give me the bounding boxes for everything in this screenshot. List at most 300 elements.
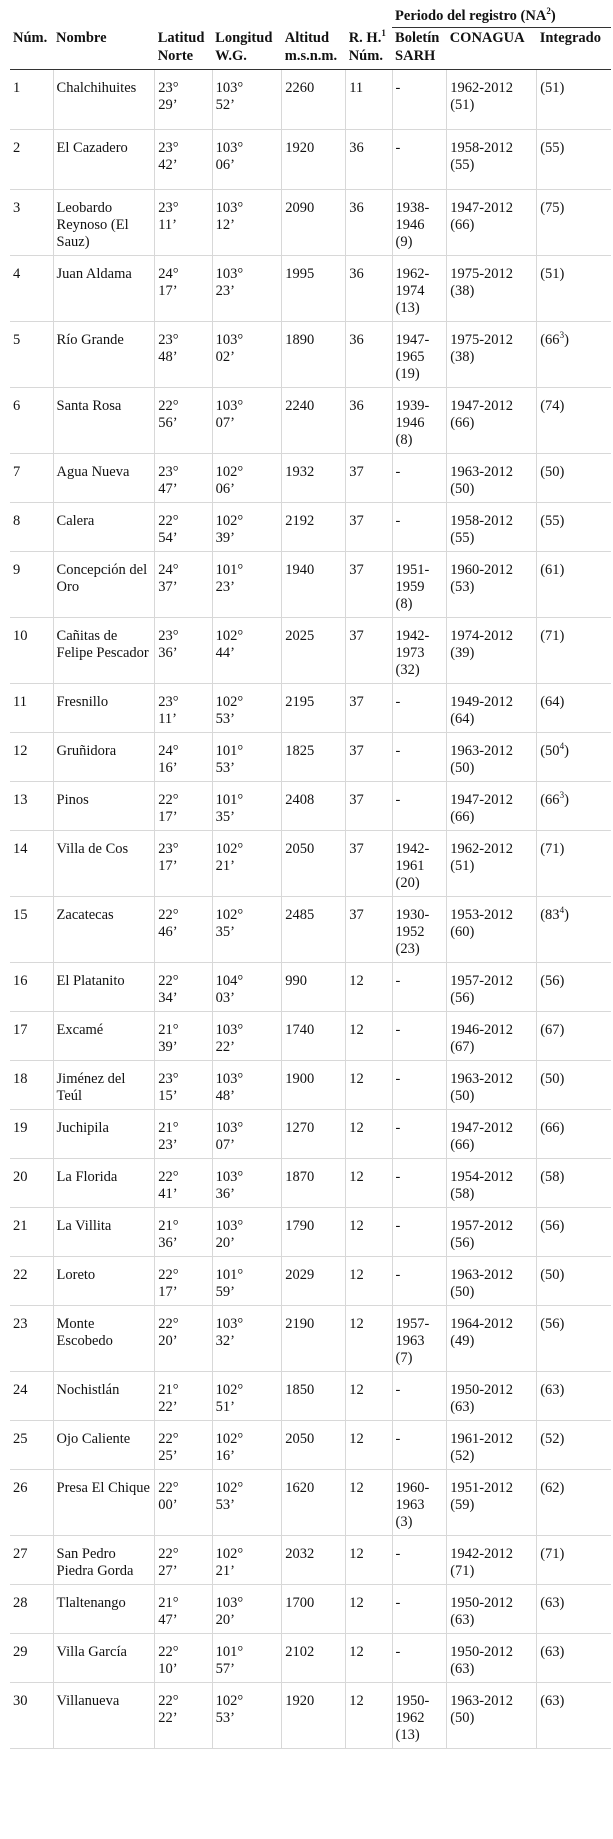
cell-conagua xyxy=(447,1372,537,1421)
cell-rh: 12 xyxy=(346,1421,392,1470)
cell-integrado-value: (71) xyxy=(540,1546,565,1562)
cell-longitud xyxy=(212,1208,282,1257)
cell-num: 28 xyxy=(10,1585,53,1634)
cell-latitud xyxy=(155,454,212,503)
header-rh-sub: Núm. xyxy=(346,47,392,70)
cell-latitud-line: 22’ xyxy=(158,1399,178,1415)
cell-latitud xyxy=(155,831,212,897)
cell-boletin-line: - xyxy=(395,1382,401,1398)
cell-longitud-line: 103° xyxy=(215,1022,244,1038)
cell-conagua-line: 1950-2012 xyxy=(450,1595,514,1611)
cell-integrado-value: (56) xyxy=(540,1316,565,1332)
cell-longitud xyxy=(212,1470,282,1536)
table-row xyxy=(10,1159,611,1208)
cell-conagua-line: 1950-2012 xyxy=(450,1382,514,1398)
cell-nombre: Fresnillo xyxy=(53,684,155,733)
cell-conagua xyxy=(447,1306,537,1372)
cell-latitud xyxy=(155,552,212,618)
cell-integrado xyxy=(537,388,611,454)
cell-integrado xyxy=(537,618,611,684)
cell-nombre: Villa de Cos xyxy=(53,831,155,897)
cell-integrado: $(50^4)$ xyxy=(537,733,611,782)
cell-num: 1 xyxy=(10,70,53,130)
cell-conagua-line: (59) xyxy=(450,1497,475,1513)
cell-conagua-line: 1975-2012 xyxy=(450,266,514,282)
cell-integrado xyxy=(537,963,611,1012)
cell-latitud-line: 23° xyxy=(158,80,179,96)
cell-latitud-line: 22° xyxy=(158,1431,179,1447)
cell-conagua-line: 1947-2012 xyxy=(450,398,514,414)
cell-integrado xyxy=(537,684,611,733)
cell-conagua-line: (49) xyxy=(450,1333,475,1349)
cell-boletin xyxy=(392,70,447,130)
table-row xyxy=(10,963,611,1012)
cell-boletin-line: 1947- xyxy=(395,332,430,348)
cell-latitud xyxy=(155,1536,212,1585)
table-body xyxy=(10,70,611,1749)
cell-longitud-line: 44’ xyxy=(215,645,235,661)
table-row xyxy=(10,454,611,503)
cell-conagua xyxy=(447,503,537,552)
cell-rh: 12 xyxy=(346,1470,392,1536)
cell-integrado-value: (50) xyxy=(540,1267,565,1283)
cell-latitud-line: 15’ xyxy=(158,1088,178,1104)
cell-boletin xyxy=(392,1061,447,1110)
cell-boletin-line: (7) xyxy=(395,1350,413,1366)
cell-integrado-value: (50) xyxy=(540,464,565,480)
header-rh: R. H.$^1$ xyxy=(348,27,386,46)
cell-conagua-line: 1975-2012 xyxy=(450,332,514,348)
cell-integrado-value: (62) xyxy=(540,1480,565,1496)
cell-longitud-line: 103° xyxy=(215,140,244,156)
cell-longitud-line: 20’ xyxy=(215,1235,235,1251)
cell-latitud-line: 24° xyxy=(158,266,179,282)
cell-conagua-line: (50) xyxy=(450,1710,475,1726)
cell-boletin xyxy=(392,1372,447,1421)
cell-latitud-line: 17’ xyxy=(158,283,178,299)
header-latitud-sub: Norte xyxy=(155,47,212,70)
cell-num: 4 xyxy=(10,256,53,322)
cell-altitud: 1850 xyxy=(282,1372,346,1421)
cell-latitud-line: 54’ xyxy=(158,530,178,546)
cell-boletin-line: 1962- xyxy=(395,266,430,282)
cell-longitud-line: 102° xyxy=(215,1480,244,1496)
cell-integrado-value: (63) xyxy=(540,1644,565,1660)
cell-integrado-value: (66 xyxy=(540,332,560,348)
cell-integrado xyxy=(537,190,611,256)
cell-longitud-line: 53’ xyxy=(215,711,235,727)
table-row xyxy=(10,831,611,897)
cell-integrado-value: (71) xyxy=(540,841,565,857)
cell-num: 11 xyxy=(10,684,53,733)
table-header xyxy=(10,4,611,70)
cell-latitud-line: 21° xyxy=(158,1595,179,1611)
cell-latitud xyxy=(155,1585,212,1634)
cell-conagua-line: 1950-2012 xyxy=(450,1644,514,1660)
cell-num: 23 xyxy=(10,1306,53,1372)
cell-boletin-line: (23) xyxy=(395,941,420,957)
cell-boletin-line: - xyxy=(395,140,401,156)
cell-conagua-line: (50) xyxy=(450,1284,475,1300)
cell-conagua-line: 1947-2012 xyxy=(450,792,514,808)
cell-conagua-line: 1949-2012 xyxy=(450,694,514,710)
header-longitud-sub: W.G. xyxy=(212,47,282,70)
cell-boletin-line: (3) xyxy=(395,1514,413,1530)
cell-num: 3 xyxy=(10,190,53,256)
cell-longitud-line: 35’ xyxy=(215,809,235,825)
cell-longitud-line: 101° xyxy=(215,1267,244,1283)
table-row xyxy=(10,1372,611,1421)
cell-num: 10 xyxy=(10,618,53,684)
cell-num: 12 xyxy=(10,733,53,782)
cell-longitud-line: 53’ xyxy=(215,760,235,776)
cell-integrado xyxy=(537,552,611,618)
cell-altitud: 1995 xyxy=(282,256,346,322)
cell-longitud-line: 101° xyxy=(215,1644,244,1660)
cell-nombre: Río Grande xyxy=(53,322,155,388)
cell-nombre: Cañitas de Felipe Pescador xyxy=(53,618,155,684)
cell-boletin xyxy=(392,1159,447,1208)
cell-conagua-line: 1961-2012 xyxy=(450,1431,514,1447)
table-row xyxy=(10,1421,611,1470)
footnote-marker: 3 xyxy=(559,790,565,801)
cell-conagua xyxy=(447,1061,537,1110)
cell-integrado xyxy=(537,70,611,130)
cell-latitud-line: 00’ xyxy=(158,1497,178,1513)
cell-boletin-line: - xyxy=(395,1431,401,1447)
cell-conagua-line: (50) xyxy=(450,481,475,497)
cell-rh: 12 xyxy=(346,1208,392,1257)
cell-latitud-line: 17’ xyxy=(158,1284,178,1300)
cell-num: 2 xyxy=(10,130,53,190)
header-conagua: CONAGUA xyxy=(449,30,525,46)
cell-latitud xyxy=(155,503,212,552)
cell-num: 20 xyxy=(10,1159,53,1208)
cell-nombre: Leobardo Reynoso (El Sauz) xyxy=(53,190,155,256)
cell-longitud-line: 103° xyxy=(215,200,244,216)
cell-boletin-line: (8) xyxy=(395,432,413,448)
cell-longitud-line: 102° xyxy=(215,1546,244,1562)
cell-boletin-line: (13) xyxy=(395,300,420,316)
header-integrado: Integrado xyxy=(539,30,601,46)
cell-nombre: Concepción del Oro xyxy=(53,552,155,618)
cell-longitud-line: 102° xyxy=(215,513,244,529)
cell-altitud: 2102 xyxy=(282,1634,346,1683)
cell-latitud xyxy=(155,1421,212,1470)
cell-longitud-line: 21’ xyxy=(215,858,235,874)
cell-conagua-line: 1960-2012 xyxy=(450,562,514,578)
header-latitud: Latitud xyxy=(157,29,205,46)
cell-longitud xyxy=(212,70,282,130)
cell-longitud-line: 102° xyxy=(215,907,244,923)
cell-nombre: Tlaltenango xyxy=(53,1585,155,1634)
cell-longitud-line: 59’ xyxy=(215,1284,235,1300)
cell-altitud: 2408 xyxy=(282,782,346,831)
cell-rh: 37 xyxy=(346,684,392,733)
cell-altitud: 2032 xyxy=(282,1536,346,1585)
table-row xyxy=(10,1012,611,1061)
cell-rh: 37 xyxy=(346,831,392,897)
cell-latitud xyxy=(155,1372,212,1421)
cell-boletin-line: - xyxy=(395,1169,401,1185)
cell-latitud xyxy=(155,733,212,782)
cell-longitud xyxy=(212,190,282,256)
cell-longitud-line: 101° xyxy=(215,792,244,808)
cell-boletin-line: - xyxy=(395,973,401,989)
cell-conagua-line: (51) xyxy=(450,97,475,113)
header-longitud: Longitud xyxy=(215,29,273,46)
cell-longitud-line: 102° xyxy=(215,694,244,710)
cell-boletin-line: - xyxy=(395,80,401,96)
cell-longitud xyxy=(212,831,282,897)
cell-num: 21 xyxy=(10,1208,53,1257)
cell-boletin xyxy=(392,1470,447,1536)
cell-num: 14 xyxy=(10,831,53,897)
cell-altitud: 2485 xyxy=(282,897,346,963)
cell-latitud-line: 27’ xyxy=(158,1563,178,1579)
cell-conagua xyxy=(447,618,537,684)
header-boletin: Boletín xyxy=(395,30,440,46)
cell-conagua xyxy=(447,1683,537,1749)
cell-num: 6 xyxy=(10,388,53,454)
cell-longitud-line: 03’ xyxy=(215,990,235,1006)
cell-num: 9 xyxy=(10,552,53,618)
cell-integrado xyxy=(537,1634,611,1683)
cell-boletin-line: (19) xyxy=(395,366,420,382)
table-row xyxy=(10,733,611,782)
cell-longitud xyxy=(212,963,282,1012)
cell-longitud-line: 103° xyxy=(215,1316,244,1332)
cell-num: 18 xyxy=(10,1061,53,1110)
cell-nombre: Juchipila xyxy=(53,1110,155,1159)
footnote-marker: 4 xyxy=(559,905,565,916)
cell-longitud-line: 02’ xyxy=(215,349,235,365)
cell-latitud-line: 41’ xyxy=(158,1186,178,1202)
cell-conagua-line: 1946-2012 xyxy=(450,1022,514,1038)
cell-conagua-line: (39) xyxy=(450,645,475,661)
table-row xyxy=(10,322,611,388)
cell-boletin-line: (20) xyxy=(395,875,420,891)
cell-longitud xyxy=(212,1536,282,1585)
cell-longitud xyxy=(212,322,282,388)
cell-nombre: Zacatecas xyxy=(53,897,155,963)
cell-conagua-line: 1962-2012 xyxy=(450,841,514,857)
cell-conagua xyxy=(447,552,537,618)
cell-rh: 37 xyxy=(346,733,392,782)
cell-boletin-line: - xyxy=(395,792,401,808)
cell-latitud-line: 22° xyxy=(158,1169,179,1185)
cell-integrado-value: (66 xyxy=(540,792,560,808)
cell-boletin xyxy=(392,130,447,190)
cell-integrado-value: (63) xyxy=(540,1595,565,1611)
cell-longitud xyxy=(212,897,282,963)
table-row xyxy=(10,190,611,256)
cell-conagua xyxy=(447,322,537,388)
cell-conagua-line: (51) xyxy=(450,858,475,874)
cell-longitud-line: 102° xyxy=(215,1693,244,1709)
cell-longitud-line: 16’ xyxy=(215,1448,235,1464)
cell-altitud: 1920 xyxy=(282,1683,346,1749)
cell-latitud xyxy=(155,897,212,963)
cell-integrado xyxy=(537,1208,611,1257)
cell-conagua-line: 1957-2012 xyxy=(450,1218,514,1234)
cell-latitud xyxy=(155,256,212,322)
cell-longitud xyxy=(212,130,282,190)
cell-boletin-line: 1952 xyxy=(395,924,425,940)
cell-altitud: 1920 xyxy=(282,130,346,190)
cell-conagua-line: (63) xyxy=(450,1612,475,1628)
cell-nombre: Calera xyxy=(53,503,155,552)
cell-integrado-value: (55) xyxy=(540,513,565,529)
cell-latitud xyxy=(155,130,212,190)
header-altitud-sub: m.s.n.m. xyxy=(282,47,346,70)
cell-longitud-line: 07’ xyxy=(215,1137,235,1153)
cell-longitud-line: 36’ xyxy=(215,1186,235,1202)
cell-longitud-line: 102° xyxy=(215,1431,244,1447)
cell-latitud xyxy=(155,1257,212,1306)
footnote-marker: 4 xyxy=(559,741,565,752)
cell-integrado: $(83^4)$ xyxy=(537,897,611,963)
cell-rh: 37 xyxy=(346,552,392,618)
cell-longitud-line: 103° xyxy=(215,398,244,414)
cell-boletin-line: (8) xyxy=(395,596,413,612)
cell-latitud-line: 24° xyxy=(158,562,179,578)
cell-longitud xyxy=(212,1061,282,1110)
cell-latitud-line: 22° xyxy=(158,398,179,414)
cell-longitud xyxy=(212,1012,282,1061)
cell-altitud: 1870 xyxy=(282,1159,346,1208)
cell-integrado xyxy=(537,130,611,190)
cell-integrado-value: (56) xyxy=(540,1218,565,1234)
cell-latitud-line: 23° xyxy=(158,1071,179,1087)
cell-rh: 12 xyxy=(346,1110,392,1159)
cell-latitud xyxy=(155,684,212,733)
cell-altitud: 2195 xyxy=(282,684,346,733)
cell-boletin-line: - xyxy=(395,694,401,710)
cell-rh: 36 xyxy=(346,256,392,322)
cell-conagua-line: 1962-2012 xyxy=(450,80,514,96)
table-row xyxy=(10,256,611,322)
cell-num: 30 xyxy=(10,1683,53,1749)
cell-boletin xyxy=(392,1012,447,1061)
cell-conagua-line: (66) xyxy=(450,415,475,431)
cell-longitud-line: 53’ xyxy=(215,1710,235,1726)
cell-boletin-line: (9) xyxy=(395,234,413,250)
cell-conagua-line: 1951-2012 xyxy=(450,1480,514,1496)
cell-integrado xyxy=(537,454,611,503)
cell-boletin xyxy=(392,1421,447,1470)
cell-integrado-value: (64) xyxy=(540,694,565,710)
cell-conagua-line: 1953-2012 xyxy=(450,907,514,923)
cell-boletin-line: 1959 xyxy=(395,579,425,595)
cell-latitud-line: 46’ xyxy=(158,924,178,940)
table-row xyxy=(10,1585,611,1634)
cell-latitud-line: 21° xyxy=(158,1218,179,1234)
cell-altitud: 1700 xyxy=(282,1585,346,1634)
cell-longitud xyxy=(212,782,282,831)
cell-longitud-line: 48’ xyxy=(215,1088,235,1104)
cell-nombre: Excamé xyxy=(53,1012,155,1061)
cell-longitud-line: 103° xyxy=(215,1120,244,1136)
cell-latitud-line: 23° xyxy=(158,628,179,644)
cell-latitud xyxy=(155,1634,212,1683)
cell-conagua-line: (58) xyxy=(450,1186,475,1202)
cell-rh: 12 xyxy=(346,1585,392,1634)
cell-longitud xyxy=(212,1585,282,1634)
cell-nombre: La Villita xyxy=(53,1208,155,1257)
cell-latitud-line: 22° xyxy=(158,1480,179,1496)
cell-rh: 37 xyxy=(346,618,392,684)
cell-conagua xyxy=(447,1208,537,1257)
cell-rh: 12 xyxy=(346,1306,392,1372)
cell-longitud xyxy=(212,1634,282,1683)
cell-latitud-line: 20’ xyxy=(158,1333,178,1349)
cell-integrado xyxy=(537,1306,611,1372)
cell-longitud-line: 104° xyxy=(215,973,244,989)
cell-boletin-line: 1946 xyxy=(395,415,425,431)
table-row xyxy=(10,1634,611,1683)
cell-longitud-line: 06’ xyxy=(215,157,235,173)
cell-conagua-line: (66) xyxy=(450,1137,475,1153)
cell-conagua-line: 1963-2012 xyxy=(450,1267,514,1283)
cell-altitud: 2025 xyxy=(282,618,346,684)
cell-conagua-line: 1963-2012 xyxy=(450,1071,514,1087)
cell-rh: 12 xyxy=(346,1683,392,1749)
cell-boletin xyxy=(392,388,447,454)
cell-nombre: Villa García xyxy=(53,1634,155,1683)
cell-altitud: 2190 xyxy=(282,1306,346,1372)
cell-conagua-line: (50) xyxy=(450,760,475,776)
cell-boletin xyxy=(392,733,447,782)
cell-conagua xyxy=(447,256,537,322)
cell-longitud-line: 39’ xyxy=(215,530,235,546)
cell-latitud-line: 39’ xyxy=(158,1039,178,1055)
cell-boletin-line: 1973 xyxy=(395,645,425,661)
cell-altitud: 1932 xyxy=(282,454,346,503)
table-row xyxy=(10,1536,611,1585)
cell-num: 22 xyxy=(10,1257,53,1306)
cell-latitud xyxy=(155,1159,212,1208)
cell-altitud: 2192 xyxy=(282,503,346,552)
cell-conagua-line: 1947-2012 xyxy=(450,1120,514,1136)
cell-rh: 36 xyxy=(346,322,392,388)
cell-boletin xyxy=(392,963,447,1012)
cell-longitud-line: 53’ xyxy=(215,1497,235,1513)
cell-boletin-line: - xyxy=(395,1546,401,1562)
cell-longitud xyxy=(212,1372,282,1421)
cell-conagua xyxy=(447,70,537,130)
table-row xyxy=(10,552,611,618)
cell-rh: 37 xyxy=(346,782,392,831)
cell-boletin-line: - xyxy=(395,1120,401,1136)
cell-latitud xyxy=(155,963,212,1012)
table-row xyxy=(10,1061,611,1110)
cell-longitud xyxy=(212,1683,282,1749)
cell-boletin xyxy=(392,1306,447,1372)
cell-integrado-value: (66) xyxy=(540,1120,565,1136)
cell-latitud xyxy=(155,388,212,454)
cell-conagua-line: 1954-2012 xyxy=(450,1169,514,1185)
cell-latitud xyxy=(155,1470,212,1536)
cell-longitud-line: 57’ xyxy=(215,1661,235,1677)
cell-rh: 36 xyxy=(346,130,392,190)
cell-boletin xyxy=(392,322,447,388)
cell-latitud-line: 22° xyxy=(158,973,179,989)
table-row xyxy=(10,388,611,454)
cell-rh: 12 xyxy=(346,1634,392,1683)
cell-conagua xyxy=(447,684,537,733)
cell-rh: 37 xyxy=(346,454,392,503)
